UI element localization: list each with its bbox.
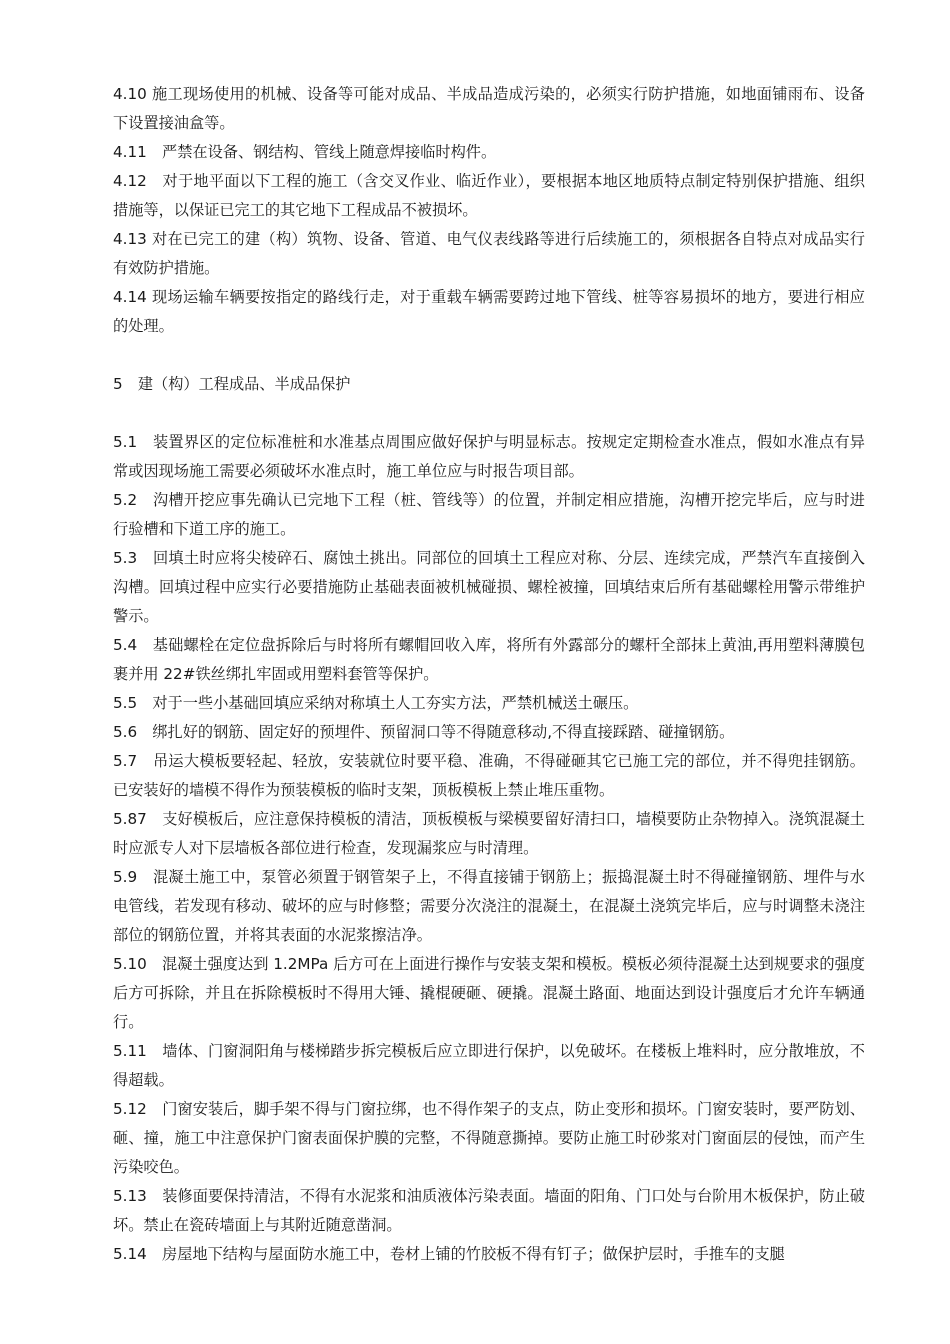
section-5-heading: 5 建（构）工程成品、半成品保护 — [113, 375, 351, 393]
clause-5-9: 5.9 混凝土施工中，泵管必须置于钢管架子上，不得直接铺于钢筋上；振捣混凝土时不得碰撞钢筋、埋件与水电管线，若发现有移动、破坏的应与时修整；需要分次浇注的混凝土，在混凝土浇筑完毕后，应与时调整未浇注部位的钢筋位置，并将其表面的水泥浆擦洁净。 — [113, 868, 865, 944]
clause-4-10: 4.10 施工现场使用的机械、设备等可能对成品、半成品造成污染的，必须实行防护措施，如地面铺雨布、设备下设置接油盒等。 — [113, 85, 865, 132]
clause-5-7: 5.7 吊运大模板要轻起、轻放，安装就位时要平稳、准确，不得碰砸其它已施工完的部位，并不得兜挂钢筋。已安装好的墙模不得作为预装模板的临时支架，顶板模板上禁止堆压重物。 — [113, 752, 865, 799]
clause-4-11: 4.11 严禁在设备、钢结构、管线上随意焊接临时构件。 — [113, 143, 497, 161]
document-page — [113, 80, 865, 1269]
clause-5-8: 5.87 支好模板后，应注意保持模板的清洁，顶板模板与梁模要留好清扫口，墙模要防止杂物掉入。浇筑混凝土时应派专人对下层墙板各部位进行检查，发现漏浆应与时清理。 — [113, 810, 865, 857]
clause-5-5: 5.5 对于一些小基础回填应采纳对称填土人工夯实方法，严禁机械送土碾压。 — [113, 694, 639, 712]
clause-5-11: 5.11 墙体、门窗洞阳角与楼梯踏步拆完模板后应立即进行保护，以免破坏。在楼板上堆料时，应分散堆放，不得超载。 — [113, 1042, 865, 1089]
clause-4-12: 4.12 对于地平面以下工程的施工（含交叉作业、临近作业），要根据本地区地质特点制定特别保护措施、组织措施等，以保证已完工的其它地下工程成品不被损坏。 — [113, 172, 865, 219]
clause-5-1: 5.1 装置界区的定位标准桩和水准基点周围应做好保护与明显标志。按规定定期检查水准点，假如水准点有异常或因现场施工需要必须破坏水准点时，施工单位应与时报告项目部。 — [113, 433, 865, 480]
clause-5-6: 5.6 绑扎好的钢筋、固定好的预埋件、预留洞口等不得随意移动,不得直接踩踏、碰撞钢筋。 — [113, 723, 735, 741]
clause-5-12: 5.12 门窗安装后，脚手架不得与门窗拉绑，也不得作架子的支点，防止变形和损坏。门窗安装时，要严防划、砸、撞，施工中注意保护门窗表面保护膜的完整，不得随意撕掉。要防止施工时砂浆对门窗面层的侵蚀，而产生污染咬色。 — [113, 1100, 865, 1176]
section-4-items — [113, 80, 865, 341]
clause-5-4: 5.4 基础螺栓在定位盘拆除后与时将所有螺帽回收入库，将所有外露部分的螺杆全部抹上黄油,再用塑料薄膜包裹并用 22#铁丝绑扎牢固或用塑料套管等保护。 — [113, 636, 865, 683]
clause-5-3: 5.3 回填土时应将尖棱碎石、腐蚀土挑出。同部位的回填土工程应对称、分层、连续完成，严禁汽车直接倒入沟槽。回填过程中应实行必要措施防止基础表面被机械碰损、螺栓被撞，回填结束后所有基础螺栓用警示带维护警示。 — [113, 549, 865, 625]
clause-5-14: 5.14 房屋地下结构与屋面防水施工中，卷材上铺的竹胶板不得有钉子；做保护层时，手推车的支腿 — [113, 1245, 785, 1263]
clause-5-2: 5.2 沟槽开挖应事先确认已完地下工程（桩、管线等）的位置，并制定相应措施，沟槽开挖完毕后，应与时进行验槽和下道工序的施工。 — [113, 491, 865, 538]
clause-4-13: 4.13 对在已完工的建（构）筑物、设备、管道、电气仪表线路等进行后续施工的，须根据各自特点对成品实行有效防护措施。 — [113, 230, 865, 277]
section-5-items — [113, 428, 865, 1269]
clause-5-13: 5.13 装修面要保持清洁，不得有水泥浆和油质液体污染表面。墙面的阳角、门口处与台阶用木板保护，防止破坏。禁止在瓷砖墙面上与其附近随意凿洞。 — [113, 1187, 865, 1234]
clause-4-14: 4.14 现场运输车辆要按指定的路线行走，对于重载车辆需要跨过地下管线、桩等容易损坏的地方，要进行相应的处理。 — [113, 288, 865, 335]
clause-5-10: 5.10 混凝土强度达到 1.2MPa 后方可在上面进行操作与安装支架和模板。模板必须待混凝土达到规要求的强度后方可拆除，并且在拆除模板时不得用大锤、撬棍硬砸、硬撬。混凝土路面、地面达到设计强度后才允许车辆通行。 — [113, 955, 865, 1031]
